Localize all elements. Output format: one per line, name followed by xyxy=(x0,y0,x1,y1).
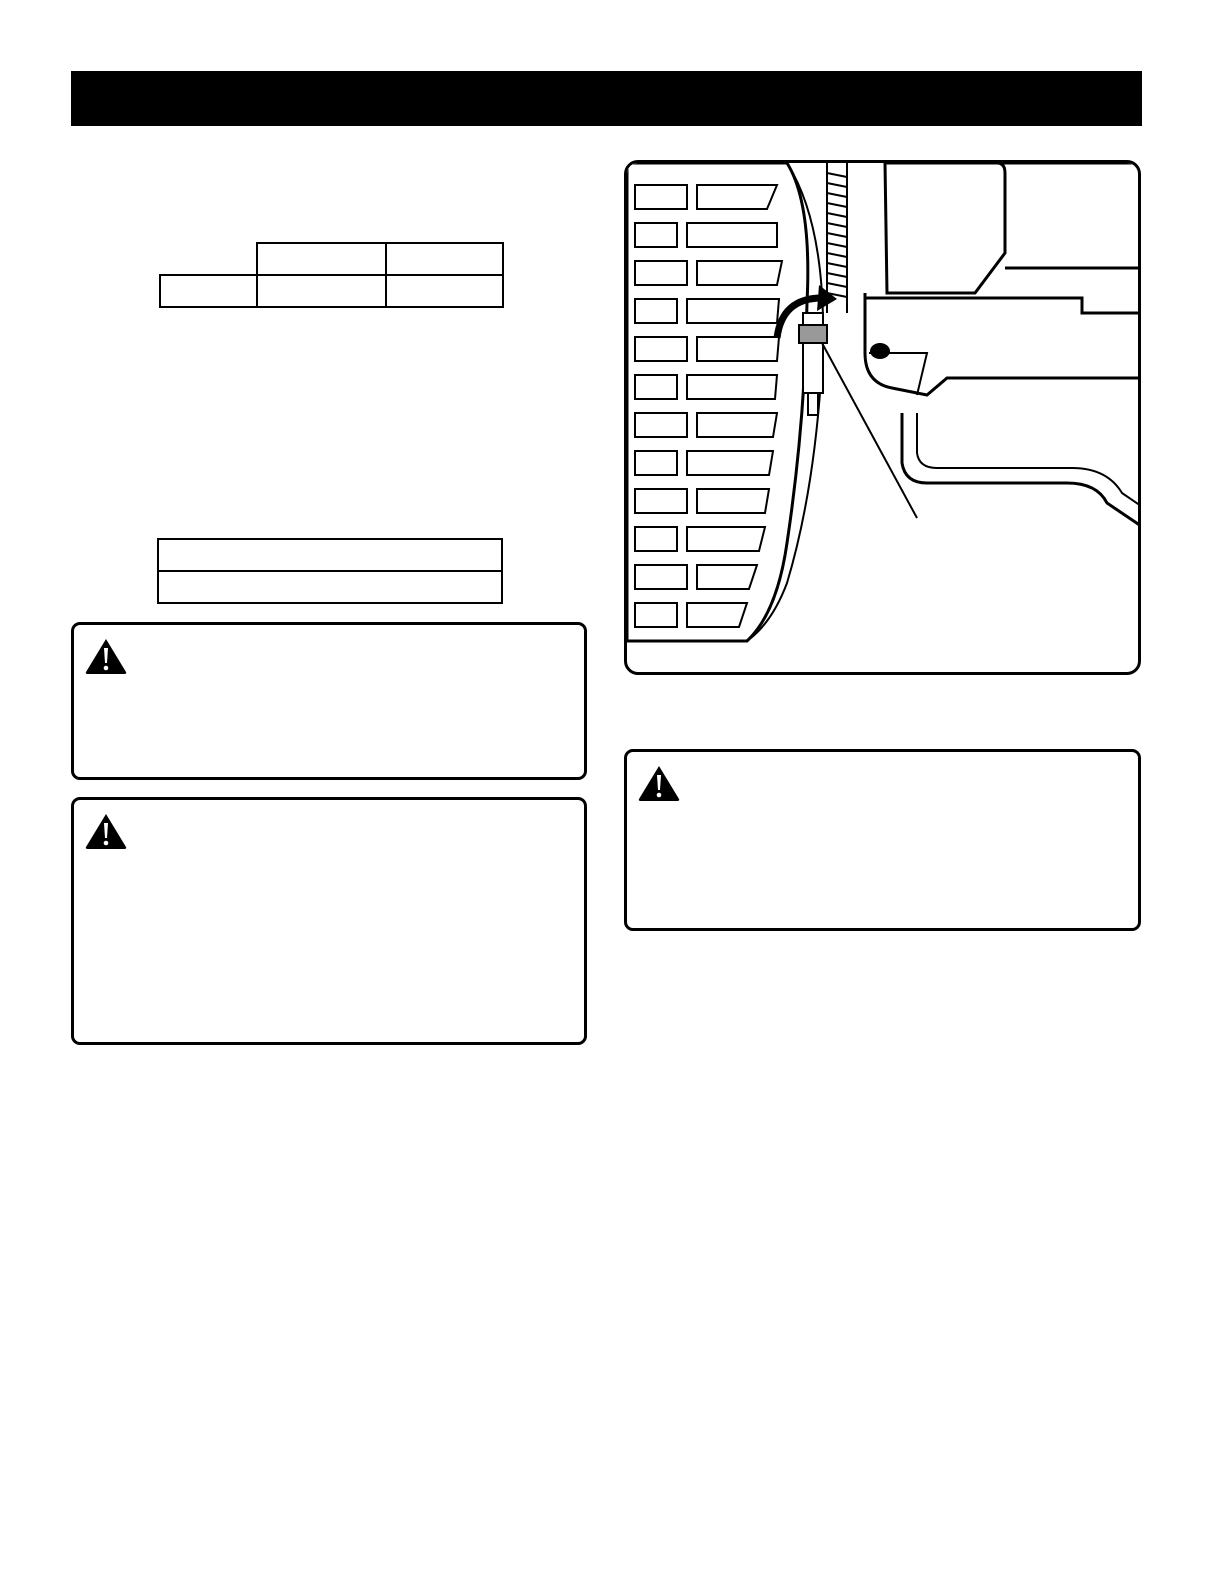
spec-table-middle xyxy=(157,538,503,604)
table-header-cell xyxy=(386,243,503,275)
figure-tire-adjustment-illustration xyxy=(624,160,1141,675)
spec-table-top xyxy=(159,242,504,308)
section-title xyxy=(71,71,1142,126)
warning-triangle-icon xyxy=(84,637,128,675)
table-cell xyxy=(257,275,386,307)
section-header-bar xyxy=(71,71,1142,126)
table-row xyxy=(158,571,502,603)
warning-triangle-icon xyxy=(84,812,128,850)
warning-triangle-icon xyxy=(637,764,681,802)
warning-box xyxy=(71,622,587,780)
warning-box xyxy=(624,749,1141,931)
table-corner-blank xyxy=(160,243,257,275)
table-cell xyxy=(386,275,503,307)
tire-adjustment-illustration xyxy=(627,163,1141,675)
table-row-label-cell xyxy=(160,275,257,307)
warning-box xyxy=(71,797,587,1045)
table-row xyxy=(158,539,502,571)
table-header-cell xyxy=(257,243,386,275)
